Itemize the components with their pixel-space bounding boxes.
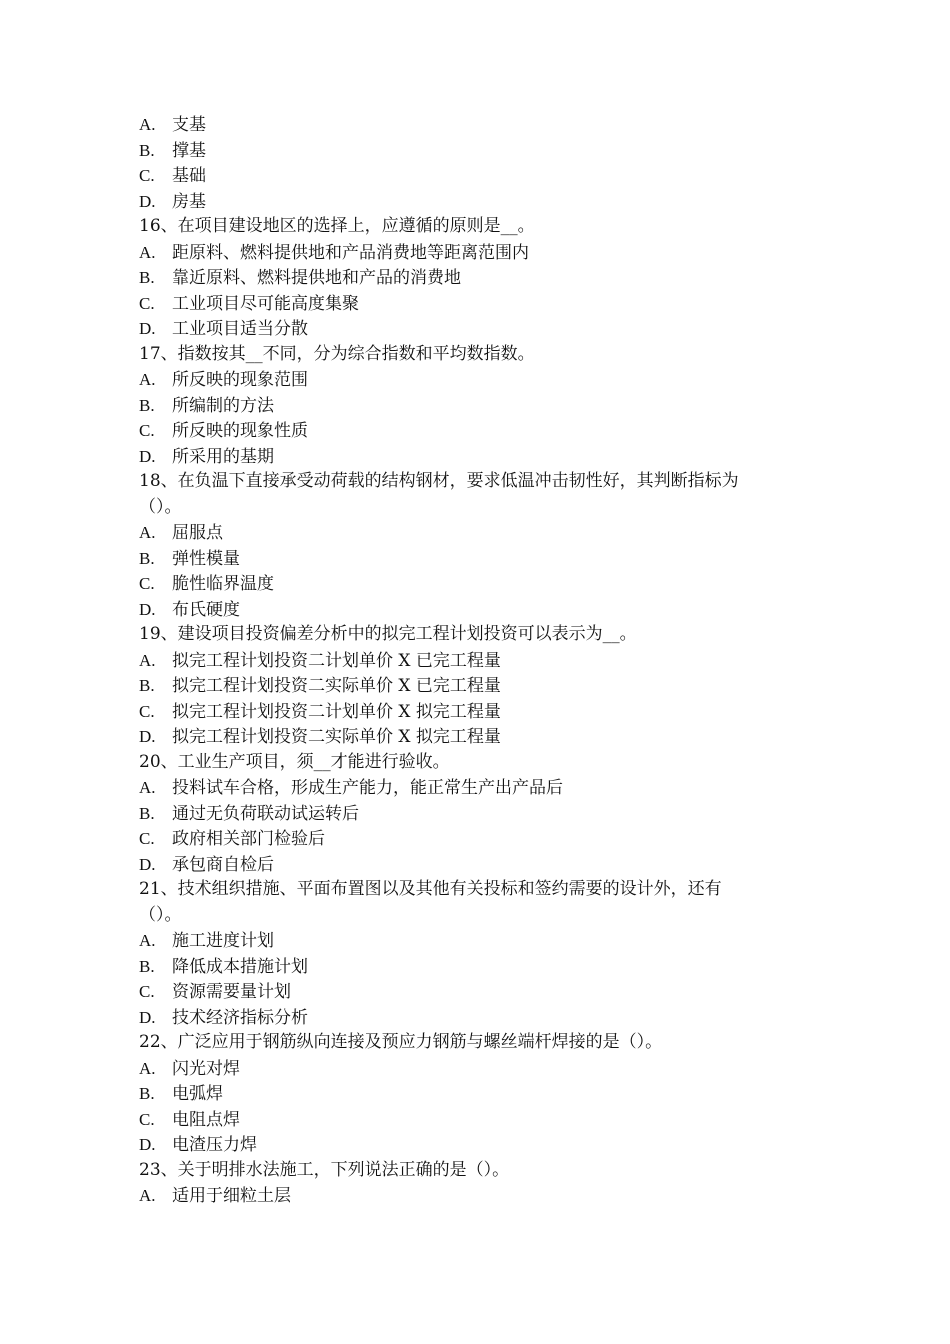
answer-option: [139, 954, 829, 980]
option-letter: A.: [139, 778, 156, 797]
option-text: 资源需要量计划: [172, 982, 291, 1002]
option-text: 脆性临界温度: [172, 574, 274, 594]
option-letter: D.: [139, 1007, 156, 1027]
answer-option: [139, 1107, 829, 1133]
option-letter: D.: [139, 319, 156, 338]
option-text: 所编制的方法: [172, 395, 274, 416]
option-text: 所采用的基期: [172, 446, 274, 467]
option-text: 施工进度计划: [172, 931, 274, 951]
option-letter: C.: [139, 829, 155, 848]
option-letter: B.: [139, 956, 155, 976]
option-text: 所反映的现象范围: [172, 370, 308, 390]
answer-option: [139, 699, 829, 725]
option-letter: D.: [139, 599, 156, 619]
option-text: 承包商自检后: [172, 854, 274, 875]
answer-option: [139, 852, 829, 878]
answer-option: [139, 826, 829, 852]
option-text: 基础: [172, 166, 206, 186]
question-continuation: （）。: [139, 496, 182, 517]
option-text: 适用于细粒土层: [172, 1186, 291, 1206]
answer-option: [139, 112, 829, 138]
option-text: 电渣压力焊: [172, 1135, 257, 1155]
option-text: 拟完工程计划投资二实际单价 X 拟完工程量: [172, 727, 501, 747]
answer-option: [139, 597, 829, 623]
option-letter: A.: [139, 1058, 156, 1078]
option-text: 通过无负荷联动试运转后: [172, 803, 359, 824]
option-text: 拟完工程计划投资二计划单价 X 已完工程量: [172, 650, 501, 671]
option-letter: D.: [139, 854, 156, 874]
option-text: 工业项目适当分散: [172, 319, 308, 339]
answer-option: [139, 1005, 829, 1031]
option-letter: A.: [139, 115, 156, 134]
answer-option: [139, 393, 829, 419]
option-letter: A.: [139, 650, 156, 670]
answer-option: [139, 979, 829, 1005]
option-letter: B.: [139, 395, 155, 415]
question-text: 18、在负温下直接承受动荷载的结构钢材，要求低温冲击韧性好，其判断指标为: [139, 471, 739, 491]
question-text: 17、指数按其__不同，分为综合指数和平均数指数。: [139, 343, 535, 364]
question-text: 16、在项目建设地区的选择上，应遵循的原则是__。: [139, 216, 535, 236]
option-text: 弹性模量: [172, 548, 240, 569]
answer-option: [139, 801, 829, 827]
answer-option: [139, 1056, 829, 1082]
option-letter: A.: [139, 1186, 156, 1205]
question-text: 19、建设项目投资偏差分析中的拟完工程计划投资可以表示为__。: [139, 624, 637, 644]
answer-option: [139, 418, 829, 444]
option-text: 房基: [172, 191, 206, 212]
answer-option: [139, 163, 829, 189]
answer-option: [139, 648, 829, 674]
answer-option: [139, 1081, 829, 1107]
option-text: 投料试车合格，形成生产能力，能正常生产出产品后: [172, 778, 563, 798]
question-text: 23、关于明排水法施工，下列说法正确的是（）。: [139, 1159, 510, 1180]
answer-option: [139, 724, 829, 750]
option-text: 撑基: [172, 140, 206, 161]
option-text: 屈服点: [172, 523, 223, 543]
option-text: 距原料、燃料提供地和产品消费地等距离范围内: [172, 242, 529, 263]
answer-option: [139, 673, 829, 699]
option-text: 靠近原料、燃料提供地和产品的消费地: [172, 268, 461, 288]
option-letter: C.: [139, 166, 155, 185]
answer-option: [139, 520, 829, 546]
answer-option: [139, 546, 829, 572]
answer-option: [139, 265, 829, 291]
answer-option: [139, 775, 829, 801]
option-letter: D.: [139, 191, 156, 211]
option-letter: D.: [139, 446, 156, 466]
option-letter: B.: [139, 676, 155, 695]
answer-option: [139, 189, 829, 215]
option-text: 布氏硬度: [172, 599, 240, 620]
question-continuation: （）。: [139, 904, 182, 925]
option-text: 拟完工程计划投资二计划单价 X 拟完工程量: [172, 701, 501, 722]
option-letter: D.: [139, 727, 156, 746]
option-text: 政府相关部门检验后: [172, 829, 325, 849]
answer-option: [139, 291, 829, 317]
option-text: 工业项目尽可能高度集聚: [172, 293, 359, 314]
answer-option: [139, 571, 829, 597]
option-letter: B.: [139, 548, 155, 568]
question-text: 22、广泛应用于钢筋纵向连接及预应力钢筋与螺丝端杆焊接的是（）。: [139, 1032, 663, 1052]
answer-option: [139, 138, 829, 164]
answer-option: [139, 367, 829, 393]
option-letter: B.: [139, 803, 155, 823]
question-text: 21、技术组织措施、平面布置图以及其他有关投标和签约需要的设计外，还有: [139, 879, 722, 899]
answer-option: [139, 1132, 829, 1158]
document-page: [139, 112, 829, 1209]
option-text: 电弧焊: [172, 1084, 223, 1104]
option-text: 电阻点焊: [172, 1109, 240, 1130]
option-text: 闪光对焊: [172, 1058, 240, 1079]
option-letter: C.: [139, 421, 155, 440]
question-text: 20、工业生产项目，须__才能进行验收。: [139, 751, 450, 772]
option-text: 支基: [172, 115, 206, 135]
answer-option: [139, 928, 829, 954]
answer-option: [139, 316, 829, 342]
answer-option: [139, 444, 829, 470]
option-letter: C.: [139, 1109, 155, 1129]
option-letter: C.: [139, 574, 155, 593]
option-text: 拟完工程计划投资二实际单价 X 已完工程量: [172, 676, 501, 696]
option-text: 技术经济指标分析: [172, 1007, 308, 1028]
option-letter: A.: [139, 370, 156, 389]
option-letter: A.: [139, 523, 156, 542]
answer-option: [139, 240, 829, 266]
option-letter: C.: [139, 982, 155, 1001]
option-letter: B.: [139, 140, 155, 160]
option-letter: A.: [139, 242, 156, 262]
answer-option: [139, 1183, 829, 1209]
option-text: 降低成本措施计划: [172, 956, 308, 977]
option-letter: B.: [139, 1084, 155, 1103]
option-letter: D.: [139, 1135, 156, 1154]
option-text: 所反映的现象性质: [172, 421, 308, 441]
option-letter: A.: [139, 931, 156, 950]
option-letter: B.: [139, 268, 155, 287]
option-letter: C.: [139, 293, 155, 313]
option-letter: C.: [139, 701, 155, 721]
